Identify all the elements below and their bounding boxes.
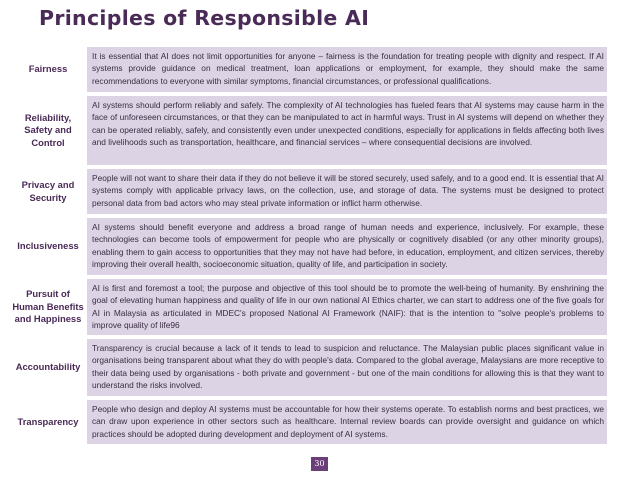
principle-row-accountability — [0, 339, 638, 396]
principle-description: It is essential that AI does not limit opportunities for anyone – fairness is the foundation for treating people with dignity and respect. If AI systems provide guidance on medical treatment, loan applications or employment, for example, they should make the same recommendations to everyone with similar symptoms, financial circumstances, or professional qualifications. — [87, 47, 607, 92]
principle-row-transparency — [0, 400, 638, 444]
principle-description: AI systems should benefit everyone and address a broad range of human needs and experience, inclusively. For example, these technologies can become tools of empowerment for people who are physically or cognitively disabled (or any other minority groups), enabling them to gain access to opportunities that they may not have had before, in education, employment, and citizen services, thereby improving their overall health, socioeconomic situation, quality of life, and participation in society. — [87, 218, 607, 275]
principle-description: Transparency is crucial because a lack of it tends to lead to suspicion and reluctance. The Malaysian public places significant value in organisations being transparent about what they do with people's data. Compared to the global average, Malaysians are more receptive to their data being used by organisations - both private and government - but one of the main conditions for allowing this is that they want to understand the risks involved. — [87, 339, 607, 396]
principle-label: Inclusiveness — [17, 240, 79, 252]
principle-label: Transparency — [17, 415, 79, 427]
principle-row-human-benefits — [0, 279, 638, 335]
principle-row-privacy — [0, 169, 638, 214]
principle-label: Privacy and Security — [21, 178, 75, 203]
principle-description: People who design and deploy AI systems must be accountable for how their systems operate. To establish norms and best practices, we can draw upon experience in other sectors such as healthcare. Internal review boards can provide oversight and guidance on which practices should be adopted during development and deployment of AI systems. — [87, 400, 607, 444]
principle-label: Fairness — [28, 63, 68, 75]
page-number: 30 — [311, 457, 328, 471]
principle-row-inclusiveness — [0, 218, 638, 275]
principle-row-reliability — [0, 96, 638, 165]
principle-description: AI is first and foremost a tool; the purpose and objective of this tool should be to promote the well-being of humanity. By enshrining the goal of elevating human happiness and quality of life in our own national AI Ethics charter, we can start to address one of the five goals for AI in Malaysia as articulated in MDEC's proposed National AI Framework (NAIF): that is the intention to "solve people's problems to improve quality of life96 — [87, 279, 607, 335]
principle-description: AI systems should perform reliably and safely. The complexity of AI technologies has fueled fears that AI systems may cause harm in the face of unforeseen circumstances, or that they can be manipulated to act in harmful ways. Trust in AI systems will depend on whether they can be operated reliably, safely, and consistently even under unexpected conditions, especially for applications in fields affecting both lives and livelihoods such as transportation, healthcare, and financial services – where consequential decisions are involved. — [87, 96, 607, 165]
principle-label: Reliability, Safety and Control — [24, 111, 72, 148]
page-title: Principles of Responsible AI — [39, 6, 370, 30]
principle-label: Pursuit of Human Benefits and Happiness — [12, 288, 84, 325]
principle-label: Accountability — [15, 361, 81, 373]
principle-row-fairness — [0, 47, 638, 92]
principle-description: People will not want to share their data if they do not believe it will be stored securely, used safely, and to a good end. It is essential that AI systems comply with applicable privacy laws, on the collection, use, and storage of data. The systems must be designed to protect personal data from bad actors who may steal private information or inflict harm otherwise. — [87, 169, 607, 214]
